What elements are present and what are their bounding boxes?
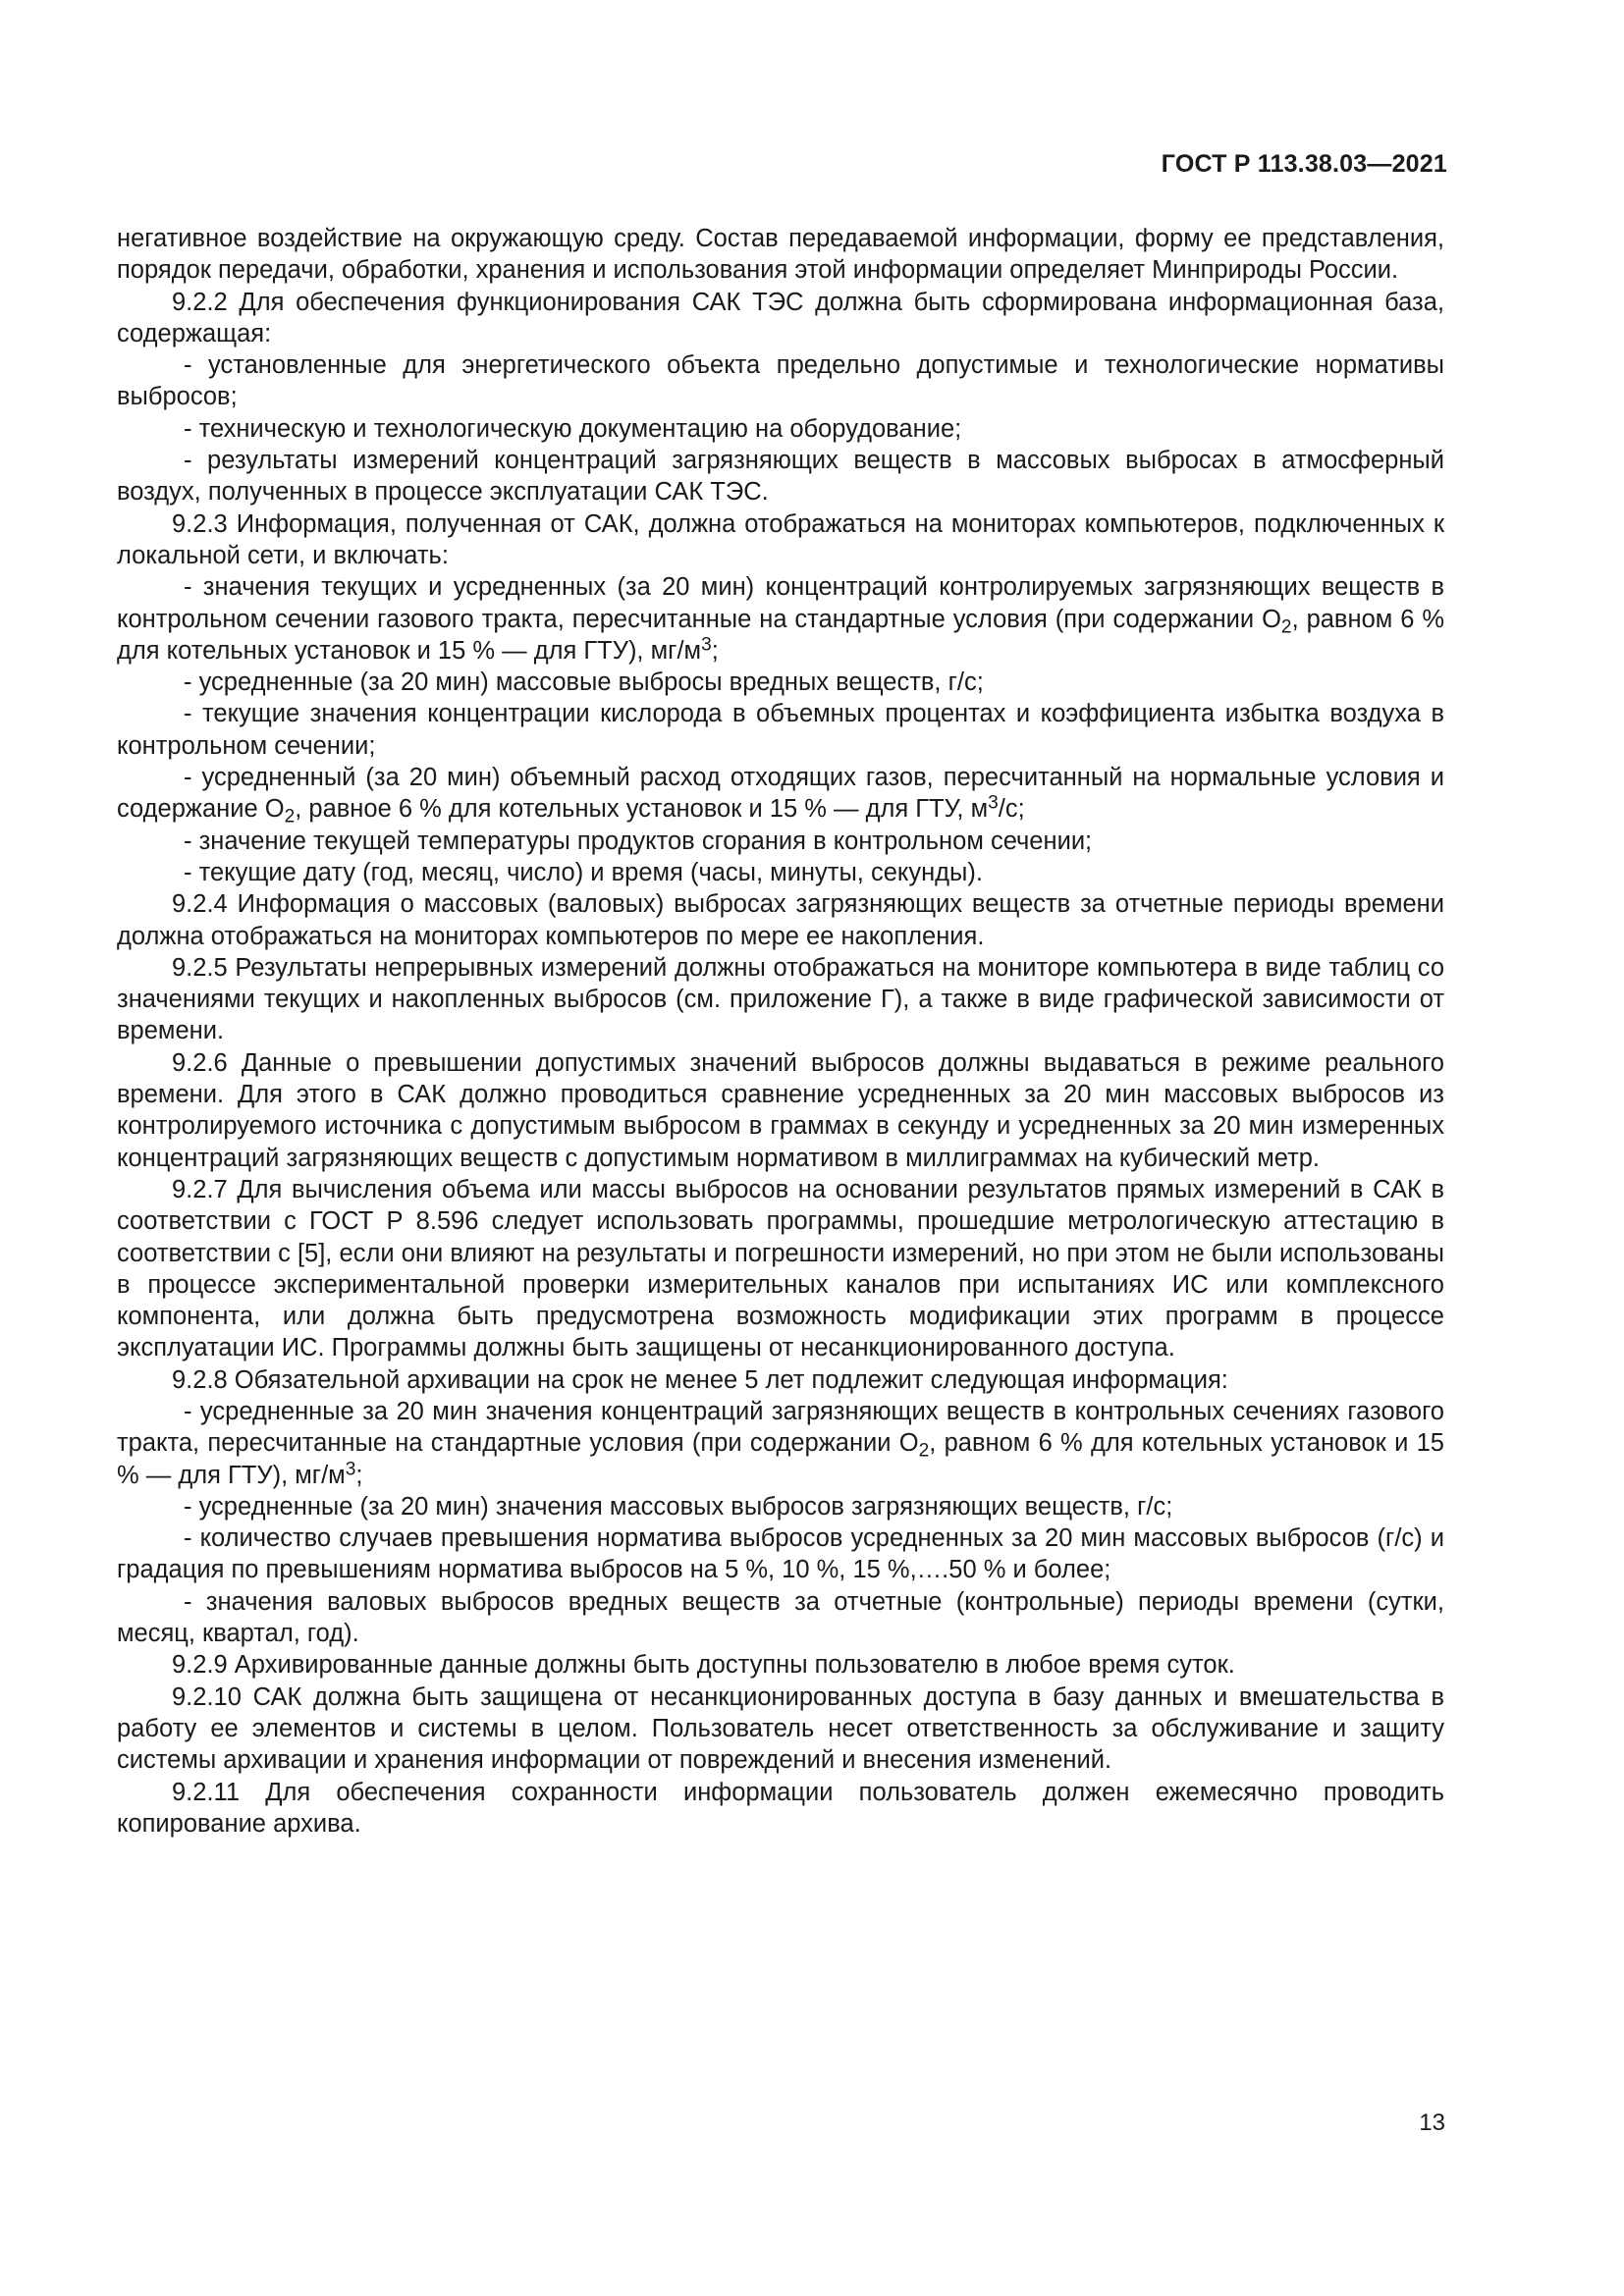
list-item: - усредненные (за 20 мин) массовые выбросы вредных веществ, г/с; [184,668,984,697]
page-header-standard-code: ГОСТ Р 113.38.03—2021 [1161,150,1447,178]
list-item: - текущие дату (год, месяц, число) и время (часы, минуты, секунды). [184,858,983,886]
list-item: - техническую и технологическую документацию на оборудование; [184,414,962,443]
paragraph: 9.2.11 Для обеспечения сохранности информации пользователь должен ежемесячно проводить копирование архива. [117,1778,1444,1838]
list-item: - значение текущей температуры продуктов сгорания в контрольном сечении; [184,827,1093,855]
paragraph: 9.2.3 Информация, полученная от САК, должна отображаться на мониторах компьютеров, подключенных к локальной сети, и включать: [117,509,1444,569]
list-item: - текущие значения концентрации кислорода в объемных процентах и коэффициента избытка воздуха в контрольном сечении; [117,700,1444,760]
paragraph: 9.2.10 САК должна быть защищена от несанкционированных доступа в базу данных и вмешательства в работу ее элементов и системы в целом. Пользователь несет ответственность за обслуживание и защиту системы архивации и хранения информации от повреждений и внесения изменений. [117,1682,1444,1775]
paragraph: 9.2.5 Результаты непрерывных измерений должны отображаться на мониторе компьютера в виде таблиц со значениями текущих и накопленных выбросов (см. приложение Г), а также в виде графической зависимости от времени. [117,953,1444,1045]
list-item: - значения текущих и усредненных (за 20 мин) концентраций контролируемых загрязняющих веществ в контрольном сечении газового тракта, пересчитанные на стандартные условия (при содержании $O_2$, равном 6 % для котельных установок и 15 % — для ГТУ), $мг/м^3$; [117,573,1444,665]
paragraph: 9.2.9 Архивированные данные должны быть доступны пользователю в любое время суток. [172,1651,1235,1680]
list-item: - значения валовых выбросов вредных веществ за отчетные (контрольные) периоды времени (сутки, месяц, квартал, год). [117,1587,1444,1648]
list-item: - установленные для энергетического объекта предельно допустимые и технологические нормативы выбросов; [117,351,1444,411]
list-item: - количество случаев превышения норматива выбросов усредненных за 20 мин массовых выбросов (г/с) и градация по превышениям норматива выбросов на 5 %, 10 %, 15 %,….50 % и более; [117,1524,1444,1584]
paragraph: 9.2.2 Для обеспечения функционирования САК ТЭС должна быть сформирована информационная база, содержащая: [117,288,1444,347]
list-item: - усредненный (за 20 мин) объемный расход отходящих газов, пересчитанный на нормальные условия и содержание $O_2$, равное 6 % для котельных установок и 15 % — для ГТУ, $м^3/с$; [117,764,1444,828]
paragraph: негативное воздействие на окружающую среду. Состав передаваемой информации, форму ее представления, порядок передачи, обработки, хранения и использования этой информации определяет Минприроды России. [117,225,1444,285]
paragraph: 9.2.8 Обязательной архивации на срок не менее 5 лет подлежит следующая информация: [172,1365,1228,1394]
page-number: 13 [1419,2109,1445,2136]
paragraph: 9.2.4 Информация о массовых (валовых) выбросах загрязняющих веществ за отчетные периоды времени должна отображаться на мониторах компьютеров по мере ее накопления. [117,890,1444,950]
list-item: - результаты измерений концентраций загрязняющих веществ в массовых выбросах в атмосферный воздух, полученных в процессе эксплуатации САК ТЭС. [117,447,1444,507]
paragraph: 9.2.6 Данные о превышении допустимых значений выбросов должны выдаваться в режиме реального времени. Для этого в САК должно проводиться сравнение усредненных за 20 мин массовых выбросов из контролируемого источника с допустимым выбросом в граммах в секунду и усредненных за 20 мин измеренных концентраций загрязняющих веществ с допустимым нормативом в миллиграммах на кубический метр. [117,1048,1444,1172]
document-body [117,223,1444,1840]
list-item: - усредненные (за 20 мин) значения массовых выбросов загрязняющих веществ, г/с; [184,1492,1173,1521]
list-item: - усредненные за 20 мин значения концентраций загрязняющих веществ в контрольных сечениях газового тракта, пересчитанные на стандартные условия (при содержании $O_2$, равном 6 % для котельных установок и 15 % — для ГТУ), $мг/м^3$; [117,1397,1444,1489]
paragraph: 9.2.7 Для вычисления объема или массы выбросов на основании результатов прямых измерений в САК в соответствии с ГОСТ Р 8.596 следует использовать программы, прошедшие метрологическую аттестацию в соответствии с [5], если они влияют на результаты и погрешности измерений, но при этом не были использованы в процессе экспериментальной проверки измерительных каналов при испытаниях ИС или комплексного компонента, или должна быть предусмотрена возможность модификации этих программ в процессе эксплуатации ИС. Программы должны быть защищены от несанкционированного доступа. [117,1175,1444,1362]
